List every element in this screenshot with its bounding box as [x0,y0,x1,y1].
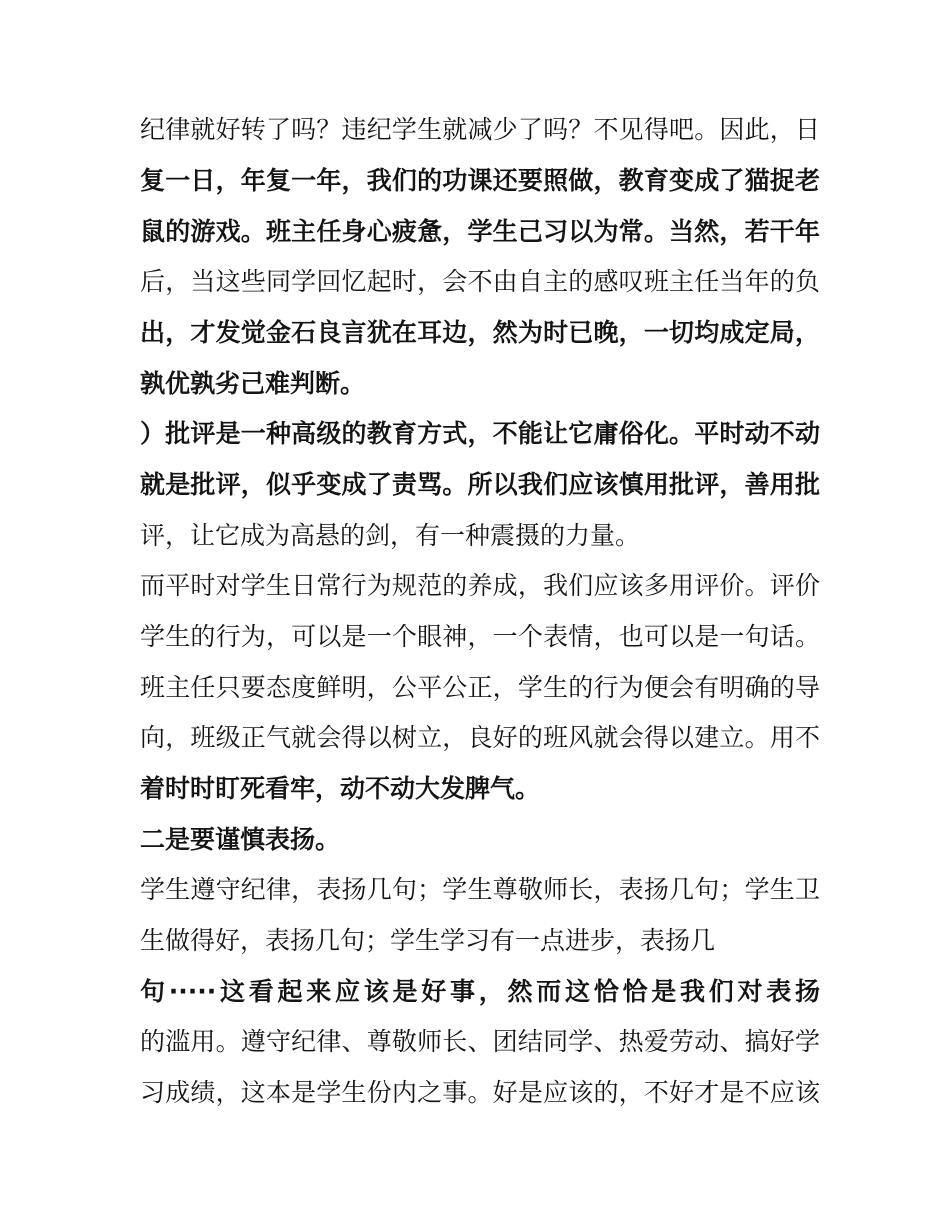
text-line: 生做得好，表扬几句；学生学习有一点进步，表扬几 [140,926,716,955]
text-line: 出，才发觉金石良言犹在耳边，然为时已晚，一切均成定局， [140,318,820,347]
section-heading: 二是要谨慎表扬。 [140,825,341,854]
text-line: 的滥用。遵守纪律、尊敬师长、团结同学、热爱劳动、搞好学 [140,1027,820,1056]
text-line: 学生遵守纪律，表扬几句；学生尊敬师长，表扬几句；学生卫 [140,875,820,904]
text-line: 评，让它成为高悬的剑，有一种震摄的力量。 [140,521,641,550]
text-line: 学生的行为，可以是一个眼神，一个表情，也可以是一句话。 [140,622,820,651]
text-line: 鼠的游戏。班主任身心疲惫，学生己习以为常。当然，若干年 [140,217,820,246]
text-line: 句·····这看起来应该是好事，然而这恰恰是我们对表扬 [140,977,820,1006]
text-line: 班主任只要态度鲜明，公平公正，学生的行为便会有明确的导 [140,673,820,702]
text-line: ）批评是一种高级的教育方式，不能让它庸俗化。平时动不动 [140,419,820,448]
text-line: 而平时对学生日常行为规范的养成，我们应该多用评价。评价 [140,571,820,600]
text-line: 复一日，年复一年，我们的功课还要照做，教育变成了猫捉老 [140,166,820,195]
text-line: 纪律就好转了吗？违纪学生就减少了吗？不见得吧。因此，日 [140,115,820,144]
text-line: 后，当这些同学回忆起时，会不由自主的感叹班主任当年的负 [140,267,820,296]
text-line: 着时时盯死看牢，动不动大发脾气。 [140,774,541,803]
text-line: 向，班级正气就会得以树立，良好的班风就会得以建立。用不 [140,723,820,752]
text-line: 就是批评，似乎变成了责骂。所以我们应该慎用批评，善用批 [140,470,820,499]
text-line: 孰优孰劣己难判断。 [140,369,366,398]
text-line: 习成绩，这本是学生份内之事。好是应该的，不好才是不应该 [140,1078,820,1107]
